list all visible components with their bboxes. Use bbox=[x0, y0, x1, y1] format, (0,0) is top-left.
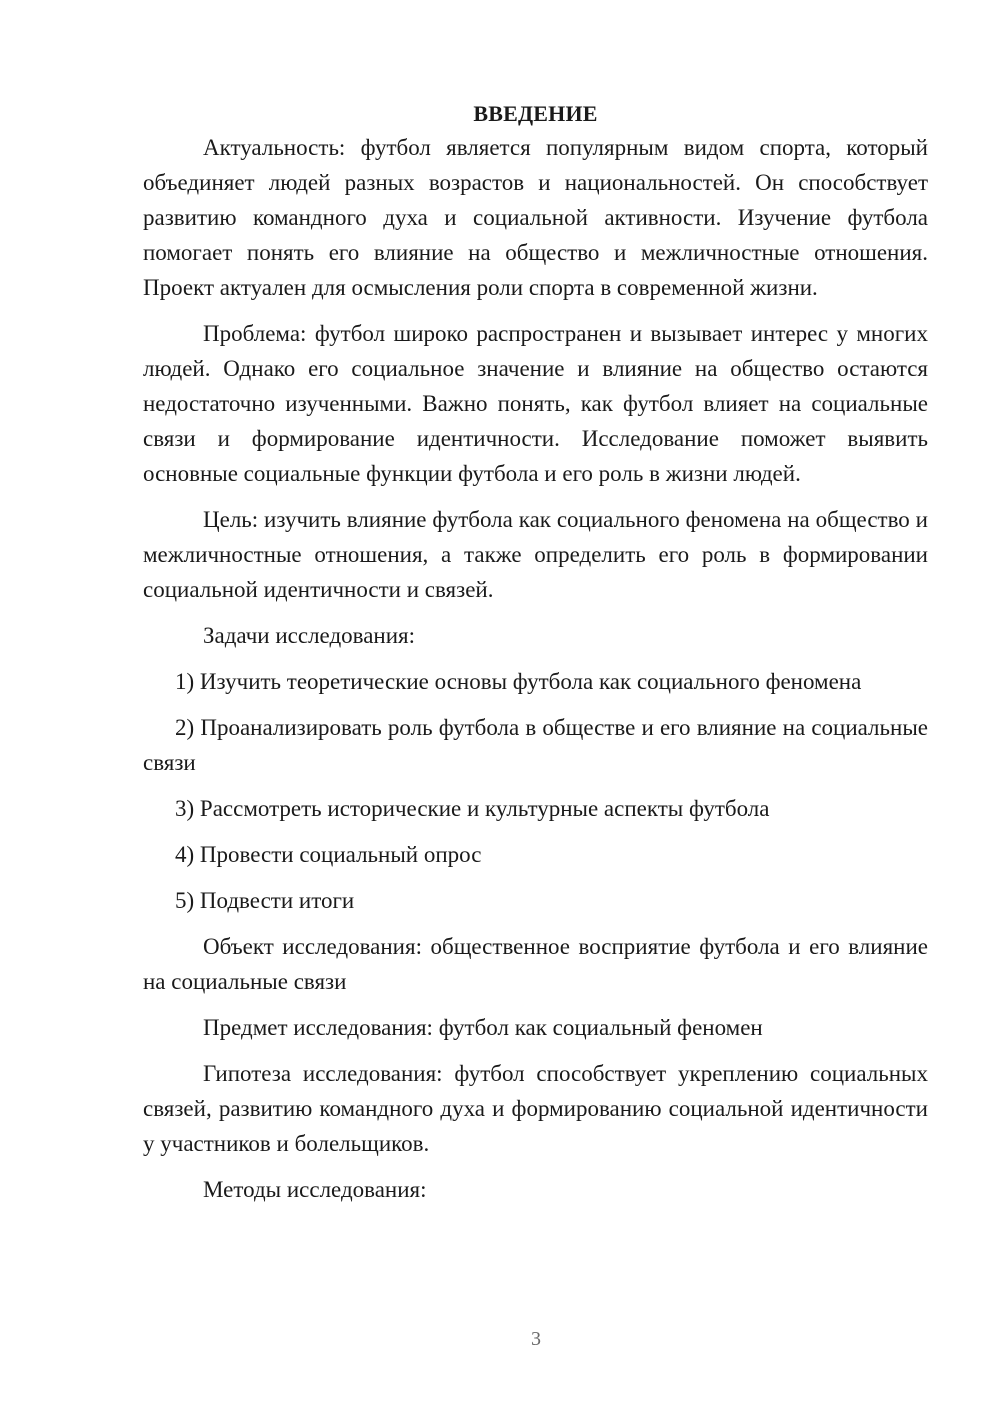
paragraph-relevance: Актуальность: футбол является популярным видом спорта, который объединяет людей разных возрастов и национальностей. Он способствует развитию командного духа и социальной активности. Изучение футбола помогает понять его влияние на общество и межличностные отношения. Проект актуален для осмысления роли спорта в современной жизни. bbox=[143, 135, 928, 300]
task-item-3: 3) Рассмотреть исторические и культурные аспекты футбола bbox=[175, 796, 770, 821]
page-content bbox=[143, 96, 928, 1218]
paragraph-subject: Предмет исследования: футбол как социальный феномен bbox=[203, 1015, 763, 1040]
task-item-2: 2) Проанализировать роль футбола в обществе и его влияние на социальные связи bbox=[143, 715, 928, 775]
section-title: ВВЕДЕНИЕ bbox=[473, 101, 598, 126]
paragraph-hypothesis: Гипотеза исследования: футбол способствует укреплению социальных связей, развитию командного духа и формированию социальной идентичности у участников и болельщиков. bbox=[143, 1061, 928, 1156]
methods-heading: Методы исследования: bbox=[203, 1177, 427, 1202]
task-item-5: 5) Подвести итоги bbox=[175, 888, 355, 913]
task-item-1: 1) Изучить теоретические основы футбола как социального феномена bbox=[175, 669, 862, 694]
tasks-heading: Задачи исследования: bbox=[203, 623, 416, 648]
task-item-4: 4) Провести социальный опрос bbox=[175, 842, 482, 867]
paragraph-goal: Цель: изучить влияние футбола как социального феномена на общество и межличностные отношения, а также определить его роль в формировании социальной идентичности и связей. bbox=[143, 507, 928, 602]
paragraph-problem: Проблема: футбол широко распространен и вызывает интерес у многих людей. Однако его социальное значение и влияние на общество остаются недостаточно изученными. Важно понять, как футбол влияет на социальные связи и формирование идентичности. Исследование поможет выявить основные социальные функции футбола и его роль в жизни людей. bbox=[143, 321, 928, 486]
page-number: 3 bbox=[531, 1328, 541, 1350]
paragraph-object: Объект исследования: общественное восприятие футбола и его влияние на социальные связи bbox=[143, 934, 928, 994]
